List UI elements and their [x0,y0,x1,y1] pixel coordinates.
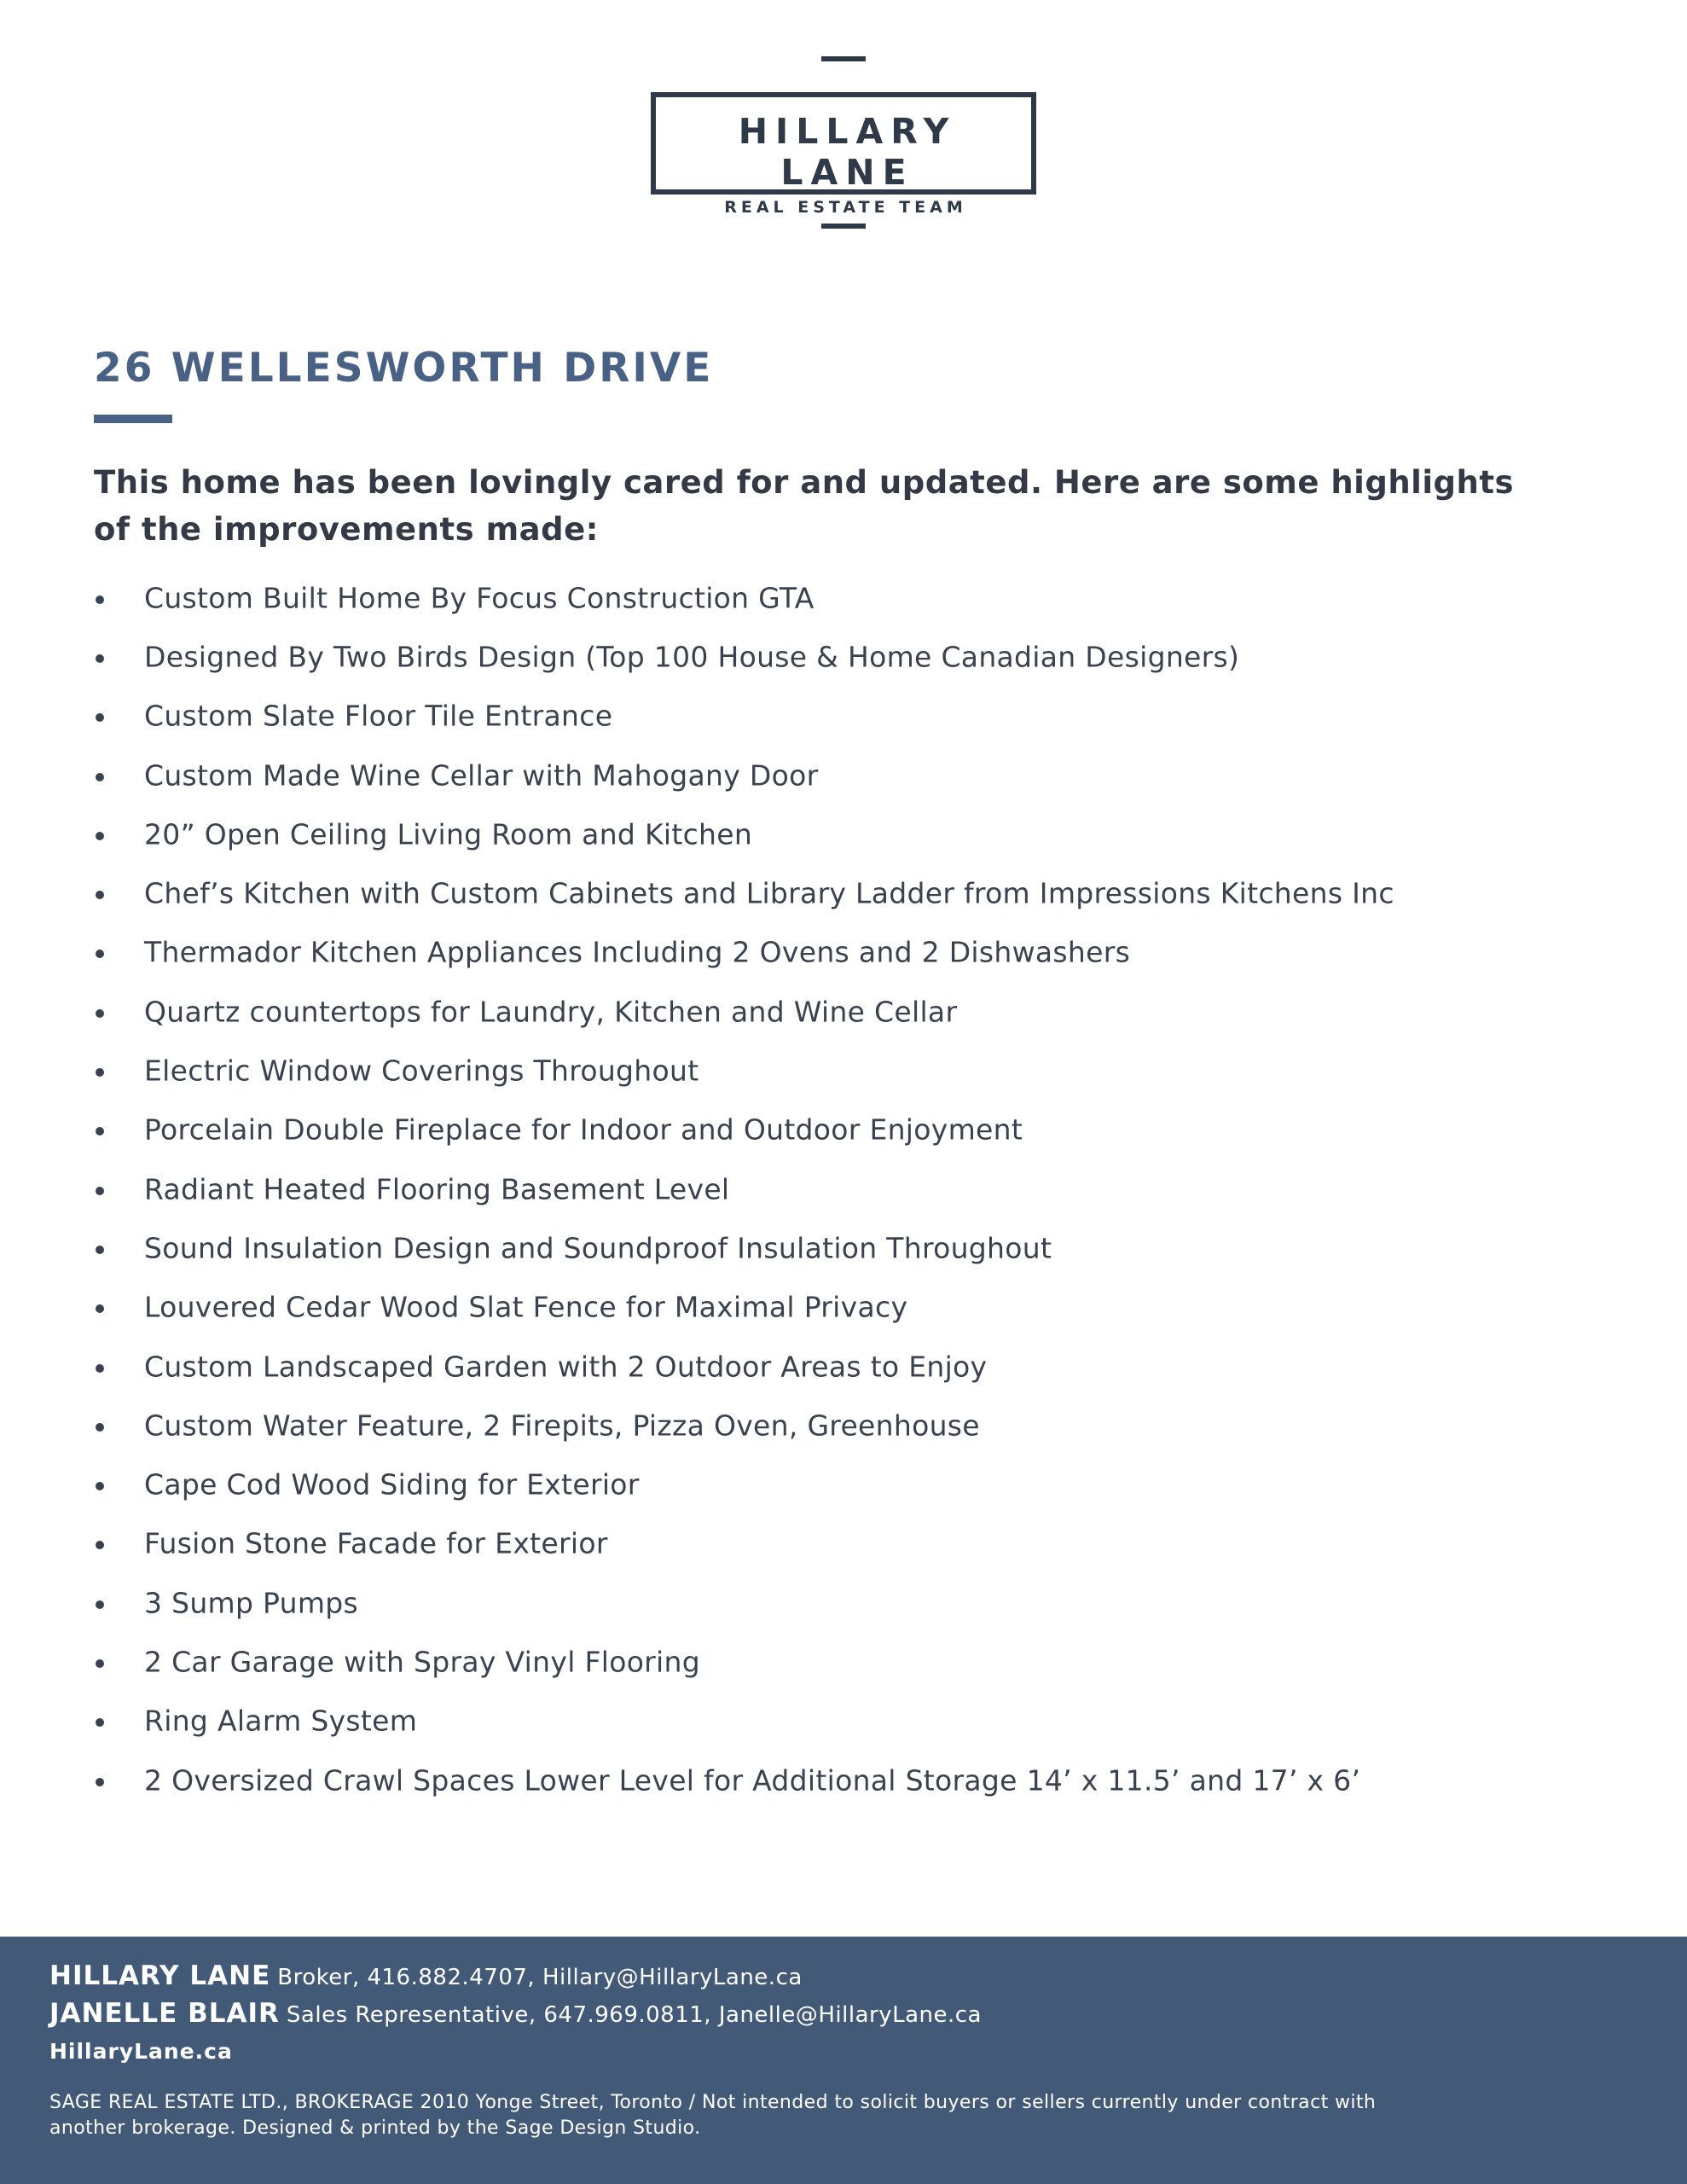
contact-detail: Sales Representative, 647.969.0811, Janelle@HillaryLane.ca [286,2002,982,2028]
highlights-list [94,568,1595,1809]
list-item-text: Custom Water Feature, 2 Firepits, Pizza Oven, Greenhouse [144,1409,980,1443]
list-item-text: 2 Car Garage with Spray Vinyl Flooring [144,1645,700,1679]
bullet-icon [96,1364,104,1373]
list-item-text: Chef’s Kitchen with Custom Cabinets and Library Ladder from Impressions Kitchens Inc [144,876,1394,910]
list-item [94,1396,1595,1455]
list-item-text: Custom Built Home By Focus Construction GTA [144,581,815,615]
contact-name: HILLARY LANE [49,1960,271,1991]
list-item [94,923,1595,982]
bullet-icon [96,1600,104,1609]
bullet-icon [96,713,104,722]
list-item-text: Designed By Two Birds Design (Top 100 House & Home Canadian Designers) [144,640,1240,674]
contact-detail: Broker, 416.882.4707, Hillary@HillaryLane.ca [277,1965,803,1990]
list-item [94,568,1595,627]
disclaimer: SAGE REAL ESTATE LTD., BROKERAGE 2010 Yonge Street, Toronto / Not intended to solicit buyers or sellers currently under contract with another brokerage. Designed & printed by the Sage Design Studio. [49,2092,1377,2139]
list-item [94,863,1595,922]
logo-bottom-bar [821,224,866,229]
list-item-text: Custom Slate Floor Tile Entrance [144,699,613,733]
bullet-icon [96,1187,104,1195]
list-item [94,746,1595,804]
contact-name: JANELLE BLAIR [49,1998,280,2029]
list-item [94,982,1595,1041]
list-item [94,1692,1595,1751]
contact-janelle [49,1998,982,2029]
logo-top-bar [821,56,866,61]
list-item-text: Ring Alarm System [144,1704,418,1738]
bullet-icon [96,1541,104,1549]
bullet-icon [96,1778,104,1786]
list-item [94,1573,1595,1632]
bullet-icon [96,1423,104,1432]
list-item-text: 20” Open Ceiling Living Room and Kitchen [144,817,753,851]
bullet-icon [96,1068,104,1077]
bullet-icon [96,595,104,604]
bullet-icon [96,1718,104,1727]
list-item [94,1159,1595,1218]
list-item-text: 2 Oversized Crawl Spaces Lower Level for Additional Storage 14’ x 11.5’ and 17’ x 6’ [144,1763,1361,1798]
contact-hillary [49,1960,803,1991]
logo [0,0,1687,256]
logo-box [651,92,1036,217]
list-item-text: Sound Insulation Design and Soundproof Insulation Throughout [144,1231,1052,1265]
bullet-icon [96,891,104,899]
list-item-text: Cape Cod Wood Siding for Exterior [144,1467,640,1502]
list-item [94,687,1595,746]
list-item [94,1632,1595,1691]
logo-subtitle: REAL ESTATE TEAM [724,198,967,217]
bullet-icon [96,1246,104,1254]
list-item-text: Porcelain Double Fireplace for Indoor and Outdoor Enjoyment [144,1112,1023,1147]
list-item-text: Fusion Stone Facade for Exterior [144,1526,608,1560]
bullet-icon [96,1659,104,1668]
bullet-icon [96,832,104,840]
list-item [94,1455,1595,1513]
bullet-icon [96,773,104,781]
list-item [94,804,1595,863]
bullet-icon [96,1127,104,1136]
list-item-text: 3 Sump Pumps [144,1586,359,1620]
list-item [94,1278,1595,1337]
list-item-text: Electric Window Coverings Throughout [144,1054,699,1088]
property-title: 26 WELLESWORTH DRIVE [94,345,714,392]
website-link[interactable]: HillaryLane.ca [49,2039,233,2064]
list-item [94,1751,1595,1809]
list-item [94,627,1595,686]
list-item-text: Custom Made Wine Cellar with Mahogany Door [144,758,819,793]
intro-text: This home has been lovingly cared for and updated. Here are some highlights of the improvements made: [94,464,1515,548]
bullet-icon [96,1482,104,1490]
list-item-text: Louvered Cedar Wood Slat Fence for Maximal Privacy [144,1290,908,1324]
list-item-text: Radiant Heated Flooring Basement Level [144,1172,730,1206]
bullet-icon [96,950,104,958]
list-item-text: Thermador Kitchen Appliances Including 2 Ovens and 2 Dishwashers [144,935,1131,969]
list-item [94,1041,1595,1100]
list-item-text: Quartz countertops for Laundry, Kitchen and Wine Cellar [144,995,958,1029]
bullet-icon [96,654,104,663]
list-item [94,1337,1595,1396]
list-item [94,1514,1595,1573]
title-underline [94,415,172,423]
list-item-text: Custom Landscaped Garden with 2 Outdoor Areas to Enjoy [144,1350,988,1383]
bullet-icon [96,1304,104,1313]
list-item [94,1101,1595,1159]
bullet-icon [96,1009,104,1018]
list-item [94,1218,1595,1277]
logo-name: HILLARY LANE [738,111,957,193]
footer [0,1937,1687,2184]
